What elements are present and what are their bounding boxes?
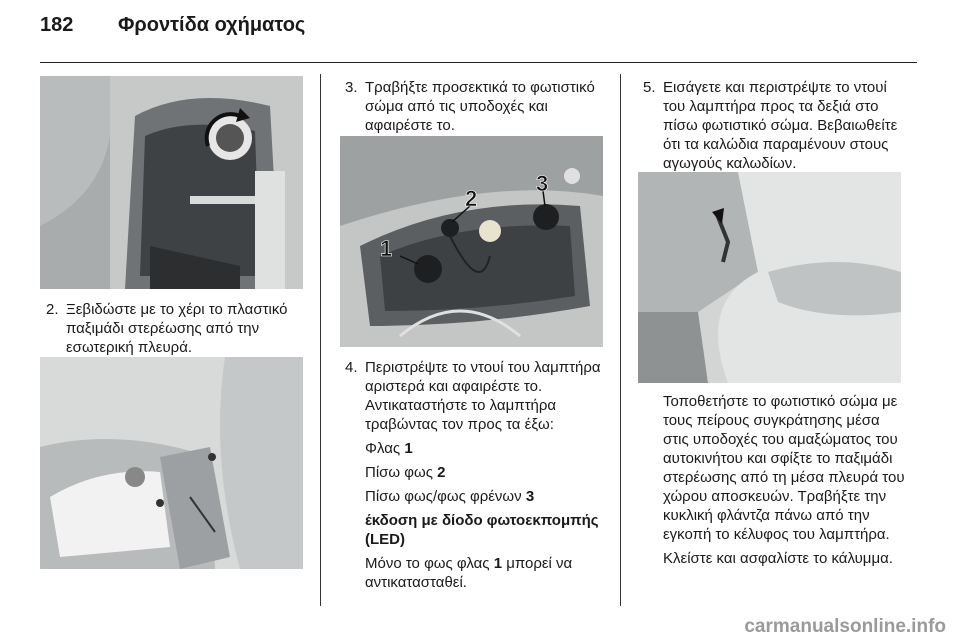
lamp-number: 2 bbox=[437, 464, 446, 481]
close-paragraph: Κλείστε και ασφαλίστε το κάλυμμα. bbox=[663, 550, 893, 567]
lamp-1 bbox=[365, 439, 610, 458]
callout-3: 3 bbox=[536, 171, 549, 196]
led-heading: έκδοση με δίοδο φωτοεκπομπής (LED) bbox=[365, 512, 599, 548]
callout-2: 2 bbox=[465, 186, 478, 211]
step-number: 4. bbox=[345, 359, 358, 376]
page-title: Φροντίδα οχήματος bbox=[118, 14, 306, 36]
install-paragraph: Τοποθετήστε το φωτιστικό σώμα με τους πείρους συγκράτησης μέσα στις υποδοχές του αμαξώματος του αυτοκινήτου και σφίξτε το παξιμάδι στερέωσης από τη μέσα πλευρά του χώρου αποσκευών. Τραβήξτε την κυκλική φλάντζα πάνω από την εγκοπή το κέλυφος του λαμπτήρα. bbox=[663, 393, 905, 543]
led-note bbox=[365, 554, 610, 592]
lamp-number: 3 bbox=[525, 488, 535, 505]
callout-1: 1 bbox=[380, 236, 393, 261]
step-text: Ξεβιδώστε με το χέρι το πλαστικό παξιμάδι στερέωσης από την εσωτερική πλευρά. bbox=[66, 301, 288, 356]
step-2 bbox=[46, 300, 308, 357]
step-number: 2. bbox=[46, 301, 59, 318]
header-rule bbox=[40, 62, 917, 63]
lamp-label: Πίσω φως/φως φρένων bbox=[365, 488, 522, 505]
step-3 bbox=[345, 78, 607, 135]
step-number: 5. bbox=[643, 79, 656, 96]
led-text-before: Μόνο το φως φλας bbox=[365, 555, 490, 572]
lamp-3 bbox=[365, 487, 610, 506]
watermark: carmanualsonline.info bbox=[744, 616, 946, 637]
lamp-number: 1 bbox=[404, 440, 413, 457]
led-number: 1 bbox=[493, 555, 503, 572]
step-4-block bbox=[345, 358, 610, 597]
step-5 bbox=[643, 78, 905, 173]
step-text: Εισάγετε και περιστρέψτε το ντουί του λαμπτήρα προς τα δεξιά στο πίσω φωτιστικό σώμα. Βεβαιωθείτε ότι τα καλώδια παραμένουν στους αγωγούς καλωδίων. bbox=[663, 79, 898, 172]
lamp-label: Φλας bbox=[365, 440, 401, 457]
lamp-label: Πίσω φως bbox=[365, 464, 433, 481]
column-divider-2 bbox=[620, 74, 621, 606]
photo-reinstall-light bbox=[638, 172, 901, 383]
photo-bulb-sockets bbox=[340, 136, 603, 347]
step-number: 3. bbox=[345, 79, 358, 96]
led-text-after: μπορεί να αντικατασταθεί. bbox=[365, 555, 573, 591]
step-text: Περιστρέψτε το ντουί του λαμπτήρα αριστερά και αφαιρέστε το. Αντικαταστήστε το λαμπτήρα τραβώντας τον προς τα έξω: bbox=[365, 359, 601, 433]
column-divider-1 bbox=[320, 74, 321, 606]
photo-tail-light-removal bbox=[40, 357, 303, 569]
col3-text bbox=[663, 392, 905, 573]
step-text: Τραβήξτε προσεκτικά το φωτιστικό σώμα από τις υποδοχές και αφαιρέστε το. bbox=[365, 79, 595, 134]
page-number: 182 bbox=[40, 14, 74, 36]
lamp-2 bbox=[365, 463, 610, 482]
photo-plastic-nut bbox=[40, 76, 303, 289]
